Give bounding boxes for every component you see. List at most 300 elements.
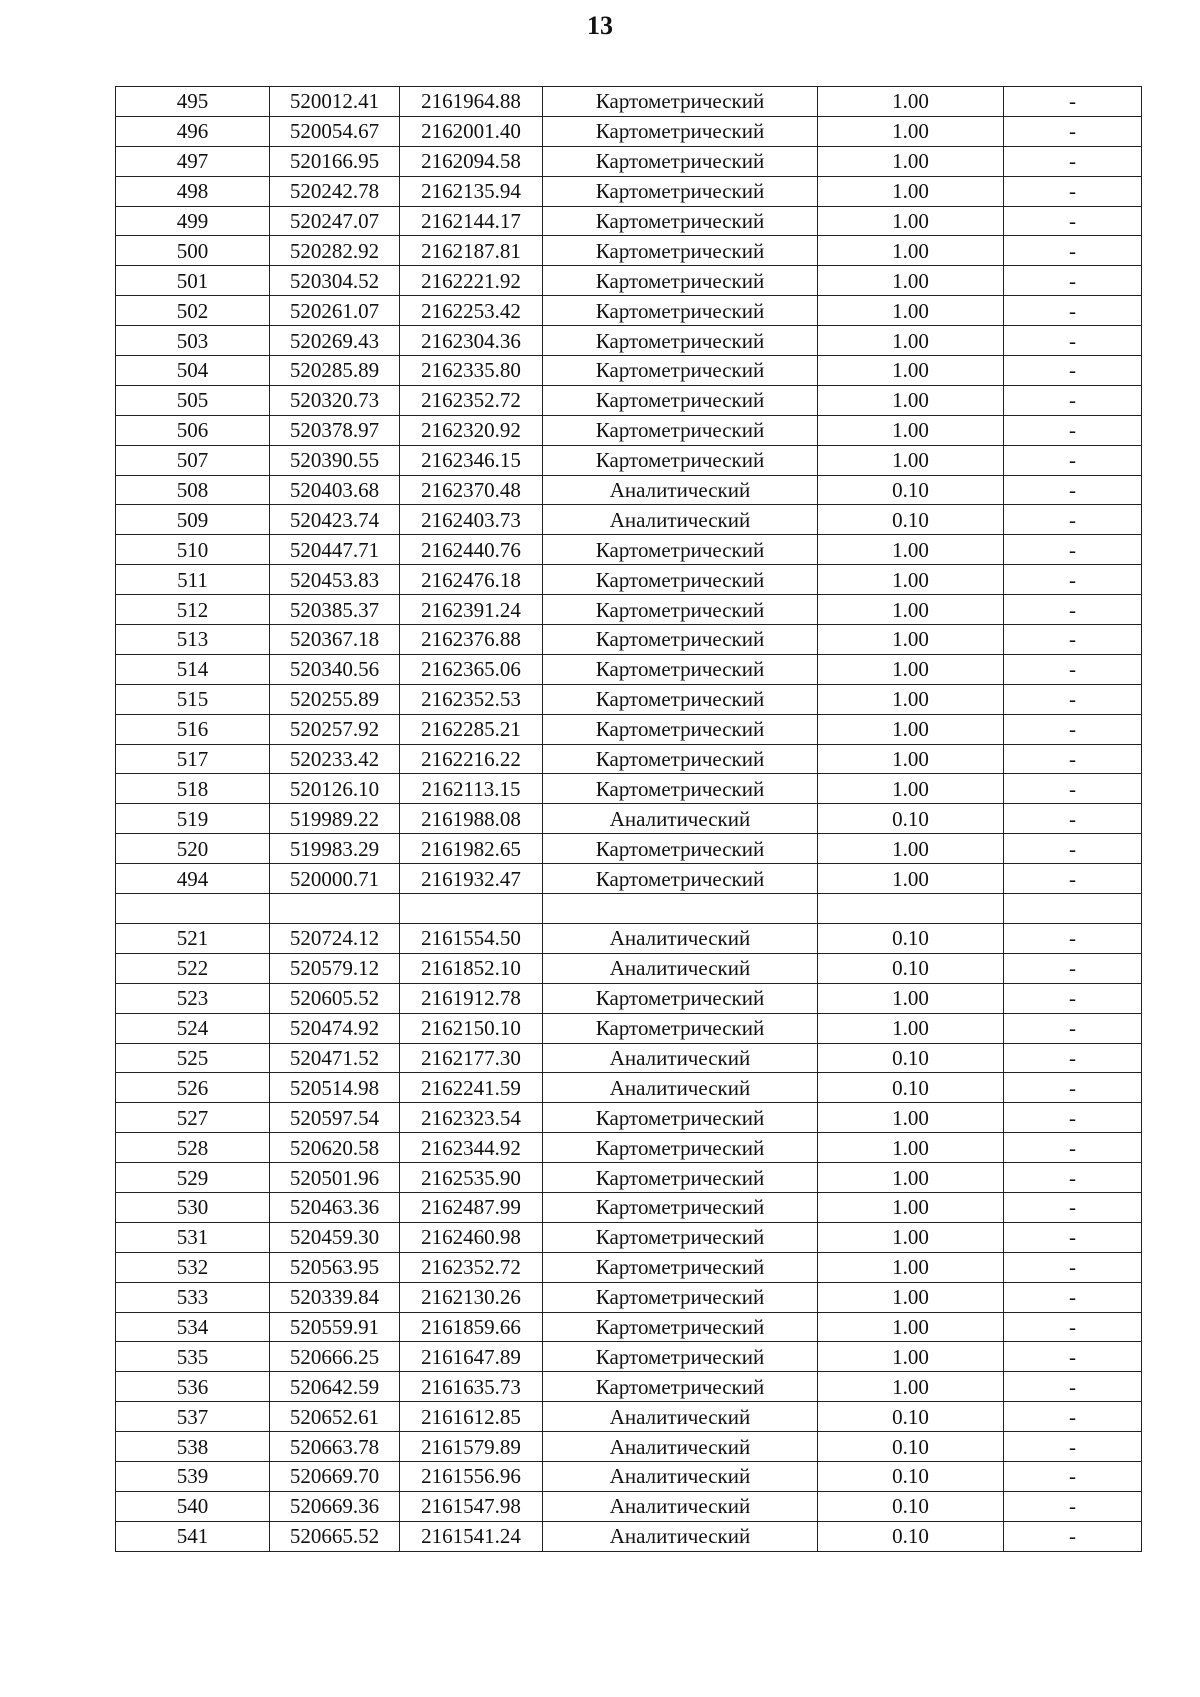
y-coordinate-cell: 2162365.06 (400, 654, 543, 684)
accuracy-cell: 1.00 (818, 565, 1004, 595)
y-coordinate-cell: 2162352.53 (400, 684, 543, 714)
method-cell: Аналитический (543, 1461, 818, 1491)
y-coordinate-cell: 2162001.40 (400, 116, 543, 146)
table-row (116, 923, 1142, 953)
method-cell: Картометрический (543, 1192, 818, 1222)
x-coordinate-cell: 520474.92 (270, 1013, 400, 1043)
point-number-cell: 529 (116, 1163, 270, 1193)
accuracy-cell: 1.00 (818, 744, 1004, 774)
x-coordinate-cell: 520166.95 (270, 146, 400, 176)
method-cell: Картометрический (543, 684, 818, 714)
y-coordinate-cell: 2162177.30 (400, 1043, 543, 1073)
method-cell: Картометрический (543, 1252, 818, 1282)
table-row (116, 87, 1142, 117)
point-number-cell: 509 (116, 505, 270, 535)
table-row (116, 505, 1142, 535)
description-cell: - (1004, 1192, 1142, 1222)
point-number-cell: 537 (116, 1402, 270, 1432)
description-cell: - (1004, 1521, 1142, 1551)
table-row (116, 595, 1142, 625)
accuracy-cell: 1.00 (818, 356, 1004, 386)
point-number-cell: 508 (116, 475, 270, 505)
x-coordinate-cell: 520261.07 (270, 296, 400, 326)
table-row (116, 654, 1142, 684)
accuracy-cell: 1.00 (818, 983, 1004, 1013)
x-coordinate-cell: 520652.61 (270, 1402, 400, 1432)
x-coordinate-cell: 520269.43 (270, 326, 400, 356)
table-row (116, 804, 1142, 834)
x-coordinate-cell: 520447.71 (270, 535, 400, 565)
description-cell: - (1004, 1461, 1142, 1491)
accuracy-cell: 0.10 (818, 505, 1004, 535)
y-coordinate-cell: 2162352.72 (400, 385, 543, 415)
accuracy-cell: 0.10 (818, 1461, 1004, 1491)
y-coordinate-cell: 2161912.78 (400, 983, 543, 1013)
point-number-cell: 518 (116, 774, 270, 804)
point-number-cell: 540 (116, 1491, 270, 1521)
description-cell: - (1004, 505, 1142, 535)
accuracy-cell: 0.10 (818, 953, 1004, 983)
x-coordinate-cell: 520459.30 (270, 1222, 400, 1252)
point-number-cell: 523 (116, 983, 270, 1013)
method-cell: Картометрический (543, 445, 818, 475)
x-coordinate-cell: 520367.18 (270, 625, 400, 655)
table-row (116, 983, 1142, 1013)
table-row (116, 1222, 1142, 1252)
y-coordinate-cell: 2161554.50 (400, 923, 543, 953)
y-coordinate-cell: 2162304.36 (400, 326, 543, 356)
description-cell: - (1004, 445, 1142, 475)
table-row (116, 864, 1142, 894)
description-cell: - (1004, 714, 1142, 744)
description-cell: - (1004, 804, 1142, 834)
point-number-cell: 503 (116, 326, 270, 356)
method-cell: Картометрический (543, 1222, 818, 1252)
x-coordinate-cell: 520126.10 (270, 774, 400, 804)
table-row (116, 1402, 1142, 1432)
x-coordinate-cell: 520385.37 (270, 595, 400, 625)
y-coordinate-cell: 2162130.26 (400, 1282, 543, 1312)
accuracy-cell: 1.00 (818, 87, 1004, 117)
x-coordinate-cell: 520378.97 (270, 415, 400, 445)
description-cell: - (1004, 1491, 1142, 1521)
method-cell: Картометрический (543, 625, 818, 655)
description-cell: - (1004, 1043, 1142, 1073)
point-number-cell: 520 (116, 834, 270, 864)
y-coordinate-cell: 2162352.72 (400, 1252, 543, 1282)
method-cell: Картометрический (543, 356, 818, 386)
point-number-cell: 532 (116, 1252, 270, 1282)
x-coordinate-cell: 520257.92 (270, 714, 400, 744)
description-cell: - (1004, 654, 1142, 684)
method-cell: Картометрический (543, 1163, 818, 1193)
method-cell: Картометрический (543, 565, 818, 595)
method-cell: Картометрический (543, 774, 818, 804)
point-number-cell: 502 (116, 296, 270, 326)
y-coordinate-cell: 2161647.89 (400, 1342, 543, 1372)
point-number-cell: 538 (116, 1432, 270, 1462)
description-cell: - (1004, 236, 1142, 266)
description-cell: - (1004, 146, 1142, 176)
accuracy-cell: 1.00 (818, 535, 1004, 565)
description-cell: - (1004, 1103, 1142, 1133)
y-coordinate-cell: 2161556.96 (400, 1461, 543, 1491)
description-cell: - (1004, 983, 1142, 1013)
y-coordinate-cell: 2162535.90 (400, 1163, 543, 1193)
point-number-cell: 506 (116, 415, 270, 445)
table-row (116, 236, 1142, 266)
table-row (116, 744, 1142, 774)
method-cell: Картометрический (543, 116, 818, 146)
x-coordinate-cell: 520390.55 (270, 445, 400, 475)
x-coordinate-cell: 520320.73 (270, 385, 400, 415)
point-number-cell: 494 (116, 864, 270, 894)
method-cell: Картометрический (543, 176, 818, 206)
table-row (116, 1282, 1142, 1312)
description-cell: - (1004, 834, 1142, 864)
y-coordinate-cell: 2162391.24 (400, 595, 543, 625)
method-cell: Аналитический (543, 1043, 818, 1073)
table-row (116, 1103, 1142, 1133)
x-coordinate-cell (270, 894, 400, 924)
accuracy-cell: 1.00 (818, 236, 1004, 266)
x-coordinate-cell: 520663.78 (270, 1432, 400, 1462)
point-number-cell: 535 (116, 1342, 270, 1372)
method-cell: Картометрический (543, 1133, 818, 1163)
accuracy-cell: 1.00 (818, 266, 1004, 296)
table-row (116, 953, 1142, 983)
description-cell: - (1004, 1133, 1142, 1163)
table-row (116, 356, 1142, 386)
method-cell: Картометрический (543, 206, 818, 236)
y-coordinate-cell: 2162113.15 (400, 774, 543, 804)
point-number-cell: 539 (116, 1461, 270, 1491)
x-coordinate-cell: 520514.98 (270, 1073, 400, 1103)
description-cell: - (1004, 296, 1142, 326)
table-row (116, 684, 1142, 714)
accuracy-cell: 1.00 (818, 1312, 1004, 1342)
method-cell: Аналитический (543, 1402, 818, 1432)
table-row (116, 625, 1142, 655)
point-number-cell: 515 (116, 684, 270, 714)
y-coordinate-cell: 2161547.98 (400, 1491, 543, 1521)
x-coordinate-cell: 520559.91 (270, 1312, 400, 1342)
accuracy-cell: 1.00 (818, 385, 1004, 415)
y-coordinate-cell: 2162346.15 (400, 445, 543, 475)
method-cell: Картометрический (543, 983, 818, 1013)
point-number-cell: 526 (116, 1073, 270, 1103)
table-row (116, 1342, 1142, 1372)
table-row (116, 894, 1142, 924)
accuracy-cell: 0.10 (818, 1521, 1004, 1551)
y-coordinate-cell: 2161932.47 (400, 864, 543, 894)
y-coordinate-cell: 2162150.10 (400, 1013, 543, 1043)
table-row (116, 1372, 1142, 1402)
table-row (116, 1133, 1142, 1163)
method-cell: Аналитический (543, 505, 818, 535)
y-coordinate-cell: 2162335.80 (400, 356, 543, 386)
point-number-cell: 525 (116, 1043, 270, 1073)
x-coordinate-cell: 520724.12 (270, 923, 400, 953)
table-row (116, 1013, 1142, 1043)
accuracy-cell: 0.10 (818, 1491, 1004, 1521)
method-cell: Картометрический (543, 1342, 818, 1372)
table-row (116, 326, 1142, 356)
accuracy-cell: 1.00 (818, 146, 1004, 176)
page-number: 13 (587, 11, 613, 40)
accuracy-cell: 1.00 (818, 834, 1004, 864)
table-row (116, 475, 1142, 505)
method-cell: Аналитический (543, 1491, 818, 1521)
description-cell: - (1004, 1372, 1142, 1402)
x-coordinate-cell: 520620.58 (270, 1133, 400, 1163)
table-row (116, 1432, 1142, 1462)
accuracy-cell: 0.10 (818, 1402, 1004, 1432)
method-cell: Картометрический (543, 744, 818, 774)
y-coordinate-cell: 2162253.42 (400, 296, 543, 326)
table-row (116, 1252, 1142, 1282)
description-cell: - (1004, 1252, 1142, 1282)
table-row (116, 266, 1142, 296)
description-cell: - (1004, 864, 1142, 894)
accuracy-cell: 1.00 (818, 1342, 1004, 1372)
y-coordinate-cell: 2161635.73 (400, 1372, 543, 1402)
table-row (116, 385, 1142, 415)
description-cell: - (1004, 565, 1142, 595)
method-cell: Картометрический (543, 654, 818, 684)
point-number-cell: 501 (116, 266, 270, 296)
description-cell (1004, 894, 1142, 924)
method-cell: Картометрический (543, 1013, 818, 1043)
y-coordinate-cell: 2162344.92 (400, 1133, 543, 1163)
description-cell: - (1004, 1312, 1142, 1342)
description-cell: - (1004, 1342, 1142, 1372)
accuracy-cell: 0.10 (818, 804, 1004, 834)
description-cell: - (1004, 176, 1142, 206)
y-coordinate-cell: 2161852.10 (400, 953, 543, 983)
method-cell: Картометрический (543, 415, 818, 445)
description-cell: - (1004, 1013, 1142, 1043)
x-coordinate-cell: 520340.56 (270, 654, 400, 684)
accuracy-cell: 0.10 (818, 923, 1004, 953)
description-cell: - (1004, 266, 1142, 296)
accuracy-cell: 1.00 (818, 864, 1004, 894)
y-coordinate-cell: 2161579.89 (400, 1432, 543, 1462)
point-number-cell: 524 (116, 1013, 270, 1043)
table-row (116, 1521, 1142, 1551)
table-row (116, 415, 1142, 445)
accuracy-cell: 1.00 (818, 326, 1004, 356)
x-coordinate-cell: 520247.07 (270, 206, 400, 236)
y-coordinate-cell: 2162144.17 (400, 206, 543, 236)
x-coordinate-cell: 520242.78 (270, 176, 400, 206)
accuracy-cell: 1.00 (818, 625, 1004, 655)
x-coordinate-cell: 519989.22 (270, 804, 400, 834)
table-row (116, 1163, 1142, 1193)
point-number-cell: 531 (116, 1222, 270, 1252)
point-number-cell: 527 (116, 1103, 270, 1133)
y-coordinate-cell: 2161612.85 (400, 1402, 543, 1432)
x-coordinate-cell: 520669.70 (270, 1461, 400, 1491)
accuracy-cell: 1.00 (818, 1372, 1004, 1402)
accuracy-cell (818, 894, 1004, 924)
y-coordinate-cell: 2162440.76 (400, 535, 543, 565)
x-coordinate-cell: 520665.52 (270, 1521, 400, 1551)
method-cell (543, 894, 818, 924)
point-number-cell: 530 (116, 1192, 270, 1222)
accuracy-cell: 1.00 (818, 684, 1004, 714)
description-cell: - (1004, 385, 1142, 415)
x-coordinate-cell: 520463.36 (270, 1192, 400, 1222)
accuracy-cell: 1.00 (818, 415, 1004, 445)
accuracy-cell: 1.00 (818, 176, 1004, 206)
y-coordinate-cell (400, 894, 543, 924)
y-coordinate-cell: 2162376.88 (400, 625, 543, 655)
point-number-cell: 505 (116, 385, 270, 415)
point-number-cell: 534 (116, 1312, 270, 1342)
point-number-cell: 514 (116, 654, 270, 684)
point-number-cell: 510 (116, 535, 270, 565)
method-cell: Картометрический (543, 1103, 818, 1133)
point-number-cell: 536 (116, 1372, 270, 1402)
method-cell: Картометрический (543, 236, 818, 266)
y-coordinate-cell: 2162285.21 (400, 714, 543, 744)
accuracy-cell: 0.10 (818, 1432, 1004, 1462)
method-cell: Картометрический (543, 864, 818, 894)
point-number-cell: 533 (116, 1282, 270, 1312)
description-cell: - (1004, 475, 1142, 505)
table-row (116, 1312, 1142, 1342)
x-coordinate-cell: 520282.92 (270, 236, 400, 266)
table-row (116, 565, 1142, 595)
method-cell: Картометрический (543, 385, 818, 415)
table-row (116, 1073, 1142, 1103)
description-cell: - (1004, 535, 1142, 565)
point-number-cell: 511 (116, 565, 270, 595)
table-row (116, 445, 1142, 475)
accuracy-cell: 1.00 (818, 116, 1004, 146)
accuracy-cell: 1.00 (818, 206, 1004, 236)
y-coordinate-cell: 2161964.88 (400, 87, 543, 117)
accuracy-cell: 1.00 (818, 714, 1004, 744)
table-row (116, 774, 1142, 804)
description-cell: - (1004, 923, 1142, 953)
method-cell: Аналитический (543, 923, 818, 953)
y-coordinate-cell: 2162323.54 (400, 1103, 543, 1133)
description-cell: - (1004, 953, 1142, 983)
x-coordinate-cell: 520501.96 (270, 1163, 400, 1193)
table-row (116, 1192, 1142, 1222)
method-cell: Аналитический (543, 1073, 818, 1103)
y-coordinate-cell: 2162476.18 (400, 565, 543, 595)
x-coordinate-cell: 520304.52 (270, 266, 400, 296)
coordinates-table (115, 86, 1142, 1552)
method-cell: Картометрический (543, 87, 818, 117)
y-coordinate-cell: 2162094.58 (400, 146, 543, 176)
accuracy-cell: 1.00 (818, 774, 1004, 804)
x-coordinate-cell: 520012.41 (270, 87, 400, 117)
description-cell: - (1004, 87, 1142, 117)
method-cell: Аналитический (543, 1521, 818, 1551)
point-number-cell: 499 (116, 206, 270, 236)
description-cell: - (1004, 1163, 1142, 1193)
x-coordinate-cell: 520597.54 (270, 1103, 400, 1133)
method-cell: Картометрический (543, 1372, 818, 1402)
method-cell: Картометрический (543, 1282, 818, 1312)
accuracy-cell: 1.00 (818, 1222, 1004, 1252)
description-cell: - (1004, 595, 1142, 625)
point-number-cell: 500 (116, 236, 270, 266)
point-number-cell: 521 (116, 923, 270, 953)
method-cell: Картометрический (543, 146, 818, 176)
y-coordinate-cell: 2161988.08 (400, 804, 543, 834)
x-coordinate-cell: 520285.89 (270, 356, 400, 386)
method-cell: Картометрический (543, 1312, 818, 1342)
y-coordinate-cell: 2162187.81 (400, 236, 543, 266)
table-row (116, 296, 1142, 326)
description-cell: - (1004, 206, 1142, 236)
description-cell: - (1004, 1073, 1142, 1103)
method-cell: Аналитический (543, 475, 818, 505)
table-row (116, 206, 1142, 236)
point-number-cell: 498 (116, 176, 270, 206)
y-coordinate-cell: 2162216.22 (400, 744, 543, 774)
accuracy-cell: 1.00 (818, 1103, 1004, 1133)
method-cell: Аналитический (543, 1432, 818, 1462)
x-coordinate-cell: 520453.83 (270, 565, 400, 595)
description-cell: - (1004, 625, 1142, 655)
description-cell: - (1004, 684, 1142, 714)
method-cell: Картометрический (543, 714, 818, 744)
description-cell: - (1004, 116, 1142, 146)
description-cell: - (1004, 744, 1142, 774)
method-cell: Аналитический (543, 953, 818, 983)
x-coordinate-cell: 520054.67 (270, 116, 400, 146)
point-number-cell: 513 (116, 625, 270, 655)
accuracy-cell: 1.00 (818, 445, 1004, 475)
table-row (116, 1491, 1142, 1521)
x-coordinate-cell: 520666.25 (270, 1342, 400, 1372)
x-coordinate-cell: 520403.68 (270, 475, 400, 505)
x-coordinate-cell: 520255.89 (270, 684, 400, 714)
description-cell: - (1004, 1432, 1142, 1462)
accuracy-cell: 1.00 (818, 1282, 1004, 1312)
y-coordinate-cell: 2162460.98 (400, 1222, 543, 1252)
point-number-cell: 528 (116, 1133, 270, 1163)
table-row (116, 176, 1142, 206)
method-cell: Картометрический (543, 326, 818, 356)
x-coordinate-cell: 520642.59 (270, 1372, 400, 1402)
x-coordinate-cell: 520471.52 (270, 1043, 400, 1073)
x-coordinate-cell: 520423.74 (270, 505, 400, 535)
description-cell: - (1004, 415, 1142, 445)
description-cell: - (1004, 1402, 1142, 1432)
table-row (116, 116, 1142, 146)
y-coordinate-cell: 2161541.24 (400, 1521, 543, 1551)
point-number-cell: 517 (116, 744, 270, 774)
description-cell: - (1004, 1282, 1142, 1312)
point-number-cell: 507 (116, 445, 270, 475)
x-coordinate-cell: 519983.29 (270, 834, 400, 864)
y-coordinate-cell: 2162320.92 (400, 415, 543, 445)
point-number-cell: 496 (116, 116, 270, 146)
accuracy-cell: 1.00 (818, 654, 1004, 684)
coordinates-table-body (116, 87, 1142, 1552)
table-row (116, 146, 1142, 176)
accuracy-cell: 1.00 (818, 1163, 1004, 1193)
accuracy-cell: 0.10 (818, 475, 1004, 505)
method-cell: Картометрический (543, 834, 818, 864)
